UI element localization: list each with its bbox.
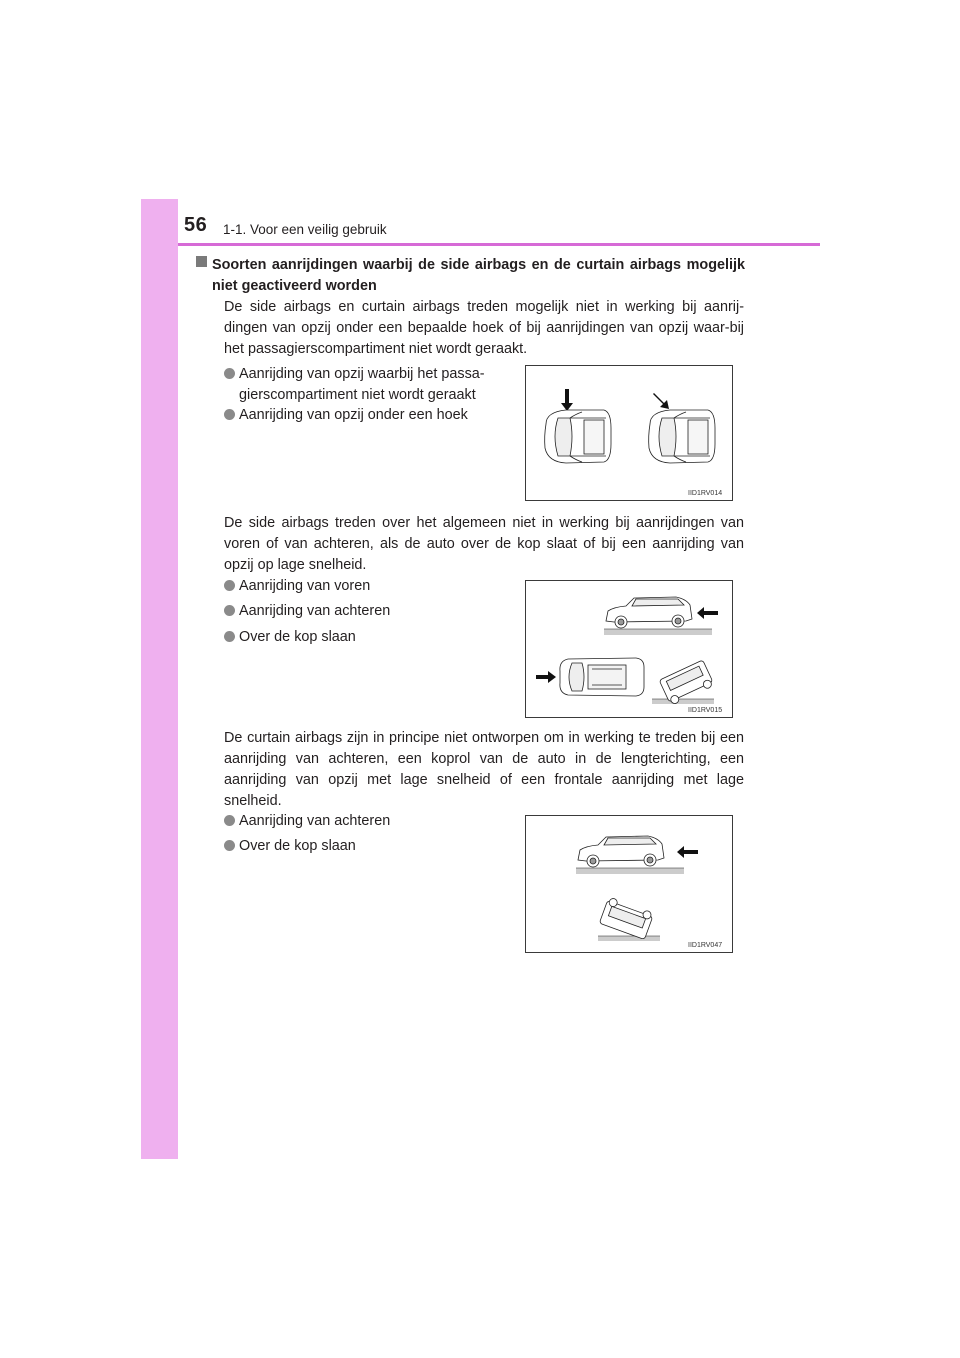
front-rear-rollover-illustration bbox=[526, 581, 732, 717]
bullet-icon bbox=[224, 631, 235, 642]
list-item: Aanrijding van achteren bbox=[224, 601, 390, 622]
bullet-icon bbox=[224, 580, 235, 591]
figure-side-collision bbox=[525, 365, 733, 501]
list-item: Aanrijding van opzij waarbij het passa- gierscompartiment niet wordt geraakt bbox=[224, 364, 504, 406]
chapter-title: 1-1. Voor een veilig gebruik bbox=[223, 222, 387, 237]
rear-rollover-illustration bbox=[526, 816, 732, 952]
list-item: Over de kop slaan bbox=[224, 627, 356, 648]
bullet-icon bbox=[224, 368, 235, 379]
figure-code: IID1RV047 bbox=[688, 942, 723, 949]
bullet-icon bbox=[224, 815, 235, 826]
header-rule bbox=[178, 243, 820, 246]
list-item: Aanrijding van achteren bbox=[224, 811, 390, 832]
bullet-icon bbox=[224, 605, 235, 616]
figure-code: IID1RV014 bbox=[688, 490, 723, 497]
paragraph-side-airbags: De side airbags treden over het algemeen niet in werking bij aanrijdingen van voren of van achteren, als de auto over de kop slaat of bij een aanrijding van opzij op lage snelheid. bbox=[224, 515, 744, 573]
page-number: 56 bbox=[184, 214, 208, 236]
figure-front-rear-rollover bbox=[525, 580, 733, 718]
figure-rear-rollover bbox=[525, 815, 733, 953]
square-bullet-icon bbox=[196, 256, 207, 267]
list-item: Aanrijding van opzij onder een hoek bbox=[224, 405, 468, 426]
chapter-sidebar-tab bbox=[141, 199, 178, 1159]
list-item: Over de kop slaan bbox=[224, 836, 356, 857]
figure-code: IID1RV015 bbox=[688, 707, 723, 714]
list-item: Aanrijding van voren bbox=[224, 576, 370, 597]
side-collision-illustration bbox=[526, 366, 732, 500]
section-heading: Soorten aanrijdingen waarbij de side airbags en de curtain airbags mogelijk niet geactiveerd worden bbox=[212, 257, 745, 294]
intro-paragraph: De side airbags en curtain airbags treden mogelijk niet in werking bij aanrij-dingen van opzij onder een bepaalde hoek of bij aanrijdingen van opzij waar-bij het passagierscompartiment niet wordt geraakt. bbox=[224, 299, 744, 357]
paragraph-curtain-airbags: De curtain airbags zijn in principe niet ontworpen om in werking te treden bij een aanrijding van achteren, een koprol van de auto in de lengterichting, een aanrijding van opzij met lage snelheid of een frontale aanrijding met lage snelheid. bbox=[224, 730, 744, 809]
bullet-icon bbox=[224, 409, 235, 420]
bullet-icon bbox=[224, 840, 235, 851]
